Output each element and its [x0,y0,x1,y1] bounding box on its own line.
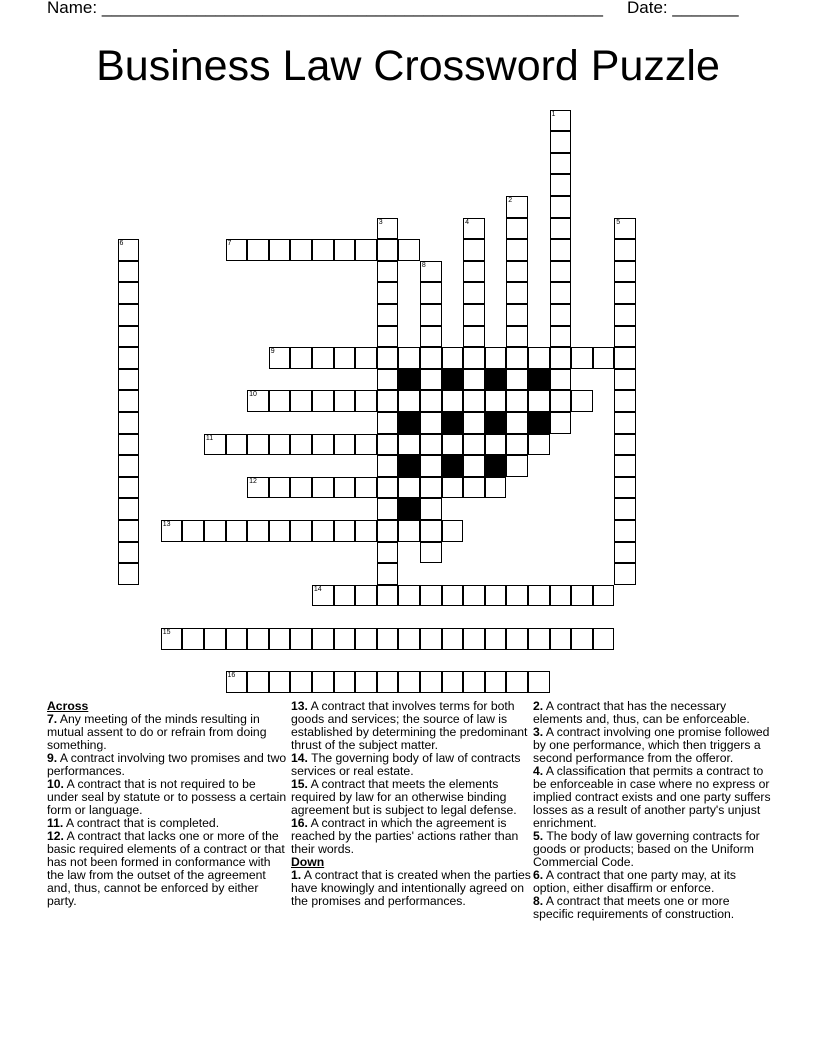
grid-cell[interactable] [334,520,356,542]
grid-cell[interactable] [377,455,399,477]
grid-cell[interactable] [334,347,356,369]
grid-cell[interactable] [442,628,464,650]
grid-cell[interactable] [377,434,399,456]
grid-block [398,412,420,434]
grid-cell[interactable] [269,628,291,650]
grid-cell[interactable] [269,671,291,693]
clue-across-10: 10. A contract that is not required to be under seal by statute or to possess a certain form or language. [47,777,287,817]
grid-cell[interactable] [614,477,636,499]
grid-cell[interactable] [118,369,140,391]
grid-cell[interactable] [528,434,550,456]
date-label: Date: [627,0,668,17]
clues-column-3 [533,700,773,921]
clue-number: 6 [119,240,124,248]
grid-cell[interactable] [377,542,399,564]
grid-cell[interactable] [463,326,485,348]
grid-cell[interactable] [161,520,183,542]
grid-cell[interactable] [485,434,507,456]
grid-cell[interactable] [420,390,442,412]
grid-cell[interactable] [550,369,572,391]
grid-cell[interactable] [614,282,636,304]
grid-cell[interactable] [442,390,464,412]
grid-cell[interactable] [442,520,464,542]
grid-cell[interactable] [398,671,420,693]
grid-cell[interactable] [442,585,464,607]
grid-cell[interactable] [398,239,420,261]
grid-cell[interactable] [312,239,334,261]
grid-block [528,412,550,434]
grid-cell[interactable] [118,498,140,520]
grid-cell[interactable] [463,628,485,650]
clue-across-7: 7. Any meeting of the minds resulting in mutual assent to do or refrain from doing something. [47,712,267,752]
grid-cell[interactable] [312,585,334,607]
grid-cell[interactable] [269,434,291,456]
grid-cell[interactable] [593,585,615,607]
grid-cell[interactable] [550,239,572,261]
grid-cell[interactable] [463,434,485,456]
name-line[interactable]: _____________________________________________________ [101,0,603,17]
grid-cell[interactable] [463,477,485,499]
clue-across-11: 11. A contract that is completed. [47,816,220,830]
grid-cell[interactable] [463,239,485,261]
grid-cell[interactable] [593,628,615,650]
grid-cell[interactable] [614,498,636,520]
grid-cell[interactable] [463,282,485,304]
grid-cell[interactable] [334,239,356,261]
grid-cell[interactable] [506,628,528,650]
clue-down-5: 5. The body of law governing contracts for goods or products; based on the Uniform Commercial Code. [533,829,760,869]
grid-cell[interactable] [420,412,442,434]
grid-cell[interactable] [226,671,248,693]
date-line[interactable]: _______ [672,0,739,17]
grid-cell[interactable] [290,434,312,456]
grid-cell[interactable] [355,520,377,542]
grid-cell[interactable] [377,628,399,650]
grid-cell[interactable] [290,671,312,693]
grid-cell[interactable] [571,390,593,412]
grid-cell[interactable] [442,671,464,693]
grid-cell[interactable] [204,434,226,456]
grid-cell[interactable] [550,390,572,412]
grid-cell[interactable] [269,520,291,542]
grid-cell[interactable] [247,239,269,261]
grid-cell[interactable] [290,477,312,499]
grid-cell[interactable] [506,304,528,326]
grid-cell[interactable] [398,434,420,456]
grid-cell[interactable] [334,585,356,607]
grid-cell[interactable] [334,434,356,456]
clue-number: 2 [508,196,513,204]
grid-cell[interactable] [118,239,140,261]
grid-cell[interactable] [550,326,572,348]
grid-cell[interactable] [506,347,528,369]
grid-cell[interactable] [226,520,248,542]
grid-cell[interactable] [204,628,226,650]
grid-cell[interactable] [506,455,528,477]
grid-cell[interactable] [290,239,312,261]
grid-cell[interactable] [614,434,636,456]
grid-cell[interactable] [377,218,399,240]
grid-cell[interactable] [550,218,572,240]
grid-cell[interactable] [506,671,528,693]
grid-cell[interactable] [463,412,485,434]
grid-cell[interactable] [420,542,442,564]
grid-cell[interactable] [614,218,636,240]
grid-cell[interactable] [398,628,420,650]
grid-cell[interactable] [463,304,485,326]
grid-cell[interactable] [550,585,572,607]
grid-cell[interactable] [377,369,399,391]
grid-cell[interactable] [377,477,399,499]
grid-cell[interactable] [269,477,291,499]
grid-cell[interactable] [420,304,442,326]
clue-number: 11 [205,434,214,442]
grid-cell[interactable] [463,369,485,391]
clue-across-16: 16. A contract in which the agreement is reached by the parties' actions rather than their words. [291,816,519,856]
grid-cell[interactable] [269,347,291,369]
clue-number: 3 [378,218,383,226]
clue-across-15: 15. A contract that meets the elements required by law for an otherwise binding agreement but is subject to legal defense. [291,777,517,817]
grid-cell[interactable] [463,390,485,412]
grid-cell[interactable] [377,498,399,520]
grid-cell[interactable] [420,326,442,348]
grid-cell[interactable] [614,261,636,283]
grid-block [398,498,420,520]
grid-cell[interactable] [550,412,572,434]
grid-cell[interactable] [118,434,140,456]
clue-down-2: 2. A contract that has the necessary elements and, thus, can be enforceable. [533,699,750,726]
grid-block [442,455,464,477]
grid-cell[interactable] [398,347,420,369]
grid-cell[interactable] [118,304,140,326]
clue-down-3: 3. A contract involving one promise followed by one performance, which then triggers a second performance from the offeror. [533,725,770,765]
grid-cell[interactable] [420,671,442,693]
clue-down-4: 4. A classification that permits a contract to be enforceable in case where no express or implied contract exists and one party suffers losses as a result of another party's unjust enrichment. [533,764,771,830]
grid-cell[interactable] [247,477,269,499]
grid-cell[interactable] [571,585,593,607]
grid-cell[interactable] [269,390,291,412]
grid-cell[interactable] [161,628,183,650]
grid-cell[interactable] [377,390,399,412]
grid-cell[interactable] [182,520,204,542]
grid-cell[interactable] [377,261,399,283]
grid-cell[interactable] [506,434,528,456]
clue-across-14: 14. The governing body of law of contracts services or real estate. [291,751,521,778]
grid-cell[interactable] [290,347,312,369]
grid-cell[interactable] [420,477,442,499]
grid-cell[interactable] [506,326,528,348]
grid-cell[interactable] [118,261,140,283]
grid-cell[interactable] [420,520,442,542]
clue-across-9: 9. A contract involving two promises and two performances. [47,751,287,778]
grid-cell[interactable] [506,218,528,240]
grid-cell[interactable] [355,477,377,499]
grid-cell[interactable] [118,477,140,499]
grid-cell[interactable] [118,412,140,434]
grid-cell[interactable] [463,455,485,477]
grid-cell[interactable] [506,412,528,434]
grid-cell[interactable] [550,261,572,283]
grid-cell[interactable] [334,671,356,693]
grid-cell[interactable] [312,347,334,369]
grid-cell[interactable] [312,477,334,499]
grid-cell[interactable] [463,347,485,369]
grid-block [485,455,507,477]
grid-cell[interactable] [247,520,269,542]
page-title: Business Law Crossword Puzzle [96,42,720,90]
grid-cell[interactable] [614,369,636,391]
grid-cell[interactable] [377,520,399,542]
grid-block [442,369,464,391]
grid-block [485,412,507,434]
name-label: Name: [47,0,98,17]
grid-cell[interactable] [550,131,572,153]
grid-cell[interactable] [377,326,399,348]
grid-cell[interactable] [355,671,377,693]
grid-cell[interactable] [312,520,334,542]
grid-cell[interactable] [506,282,528,304]
grid-cell[interactable] [420,261,442,283]
down-heading: Down [291,855,325,869]
grid-cell[interactable] [550,153,572,175]
grid-cell[interactable] [593,347,615,369]
grid-cell[interactable] [442,434,464,456]
grid-cell[interactable] [118,347,140,369]
grid-cell[interactable] [614,542,636,564]
grid-cell[interactable] [377,563,399,585]
grid-cell[interactable] [463,585,485,607]
grid-cell[interactable] [247,434,269,456]
grid-block [442,412,464,434]
grid-cell[interactable] [614,304,636,326]
grid-cell[interactable] [550,174,572,196]
grid-cell[interactable] [506,585,528,607]
grid-cell[interactable] [334,477,356,499]
grid-cell[interactable] [550,196,572,218]
grid-cell[interactable] [550,628,572,650]
clue-number: 15 [162,628,171,636]
clue-down-6: 6. A contract that one party may, at its option, either disaffirm or enforce. [533,868,737,895]
grid-cell[interactable] [463,671,485,693]
grid-cell[interactable] [355,390,377,412]
clues-column-2 [291,700,531,908]
grid-cell[interactable] [355,239,377,261]
clue-down-8: 8. A contract that meets one or more specific requirements of construction. [533,894,735,921]
grid-cell[interactable] [355,347,377,369]
clues-column-1 [47,700,287,908]
clue-number: 5 [616,218,621,226]
grid-cell[interactable] [118,455,140,477]
grid-cell[interactable] [420,282,442,304]
clue-number: 9 [270,348,275,356]
grid-cell[interactable] [506,390,528,412]
grid-cell[interactable] [118,520,140,542]
grid-cell[interactable] [420,585,442,607]
grid-block [398,455,420,477]
grid-cell[interactable] [420,498,442,520]
grid-cell[interactable] [398,520,420,542]
clue-number: 7 [227,240,232,248]
clue-number: 4 [465,218,469,226]
clue-number: 8 [421,261,426,269]
grid-cell[interactable] [550,347,572,369]
grid-cell[interactable] [312,434,334,456]
grid-cell[interactable] [377,282,399,304]
grid-cell[interactable] [571,628,593,650]
grid-cell[interactable] [614,326,636,348]
across-heading: Across [47,699,89,713]
grid-cell[interactable] [247,671,269,693]
grid-cell[interactable] [226,628,248,650]
clue-number: 12 [249,477,257,485]
grid-cell[interactable] [528,347,550,369]
clue-number: 16 [227,672,236,680]
grid-block [528,369,550,391]
grid-cell[interactable] [398,585,420,607]
grid-cell[interactable] [528,671,550,693]
grid-cell[interactable] [355,585,377,607]
grid-cell[interactable] [377,412,399,434]
grid-block [485,369,507,391]
grid-cell[interactable] [269,239,291,261]
grid-cell[interactable] [485,477,507,499]
grid-block [398,369,420,391]
grid-cell[interactable] [377,304,399,326]
grid-cell[interactable] [463,218,485,240]
grid-cell[interactable] [485,390,507,412]
grid-cell[interactable] [377,585,399,607]
grid-cell[interactable] [355,434,377,456]
grid-cell[interactable] [506,196,528,218]
grid-cell[interactable] [420,628,442,650]
grid-cell[interactable] [334,390,356,412]
grid-cell[interactable] [463,261,485,283]
grid-cell[interactable] [528,390,550,412]
grid-cell[interactable] [204,520,226,542]
grid-cell[interactable] [506,369,528,391]
clue-across-12: 12. A contract that lacks one or more of the basic required elements of a contract or that has not been formed in conformance with the law from the outset of the agreement and, thus, cannot be enforced by either party. [47,829,285,908]
grid-cell[interactable] [377,239,399,261]
grid-cell[interactable] [550,304,572,326]
grid-cell[interactable] [485,585,507,607]
grid-cell[interactable] [614,455,636,477]
grid-cell[interactable] [528,585,550,607]
grid-cell[interactable] [290,520,312,542]
grid-cell[interactable] [290,390,312,412]
grid-cell[interactable] [312,671,334,693]
grid-cell[interactable] [614,347,636,369]
clue-number: 1 [551,110,556,118]
grid-cell[interactable] [312,628,334,650]
grid-cell[interactable] [614,412,636,434]
grid-cell[interactable] [247,628,269,650]
grid-cell[interactable] [118,563,140,585]
grid-cell[interactable] [398,390,420,412]
grid-cell[interactable] [247,390,269,412]
grid-cell[interactable] [377,347,399,369]
grid-cell[interactable] [506,261,528,283]
grid-cell[interactable] [614,563,636,585]
clue-number: 13 [162,520,171,528]
clue-number: 10 [249,391,257,399]
grid-cell[interactable] [528,628,550,650]
grid-cell[interactable] [614,239,636,261]
grid-cell[interactable] [506,239,528,261]
grid-cell[interactable] [550,282,572,304]
clue-across-13: 13. A contract that involves terms for both goods and services; the source of law is established by determining the predominant thrust of the subject matter. [291,699,528,752]
grid-cell[interactable] [226,434,248,456]
grid-cell[interactable] [420,347,442,369]
grid-cell[interactable] [442,347,464,369]
grid-cell[interactable] [182,628,204,650]
clue-number: 14 [313,585,322,593]
grid-cell[interactable] [485,671,507,693]
grid-cell[interactable] [485,628,507,650]
clue-down-1: 1. A contract that is created when the parties have knowingly and intentionally agreed on the promises and performances. [291,868,531,908]
grid-cell[interactable] [226,239,248,261]
grid-cell[interactable] [550,110,572,132]
grid-cell[interactable] [334,628,356,650]
grid-cell[interactable] [355,628,377,650]
grid-cell[interactable] [420,455,442,477]
grid-cell[interactable] [118,390,140,412]
grid-cell[interactable] [118,282,140,304]
grid-cell[interactable] [614,390,636,412]
grid-cell[interactable] [420,369,442,391]
grid-cell[interactable] [614,520,636,542]
grid-cell[interactable] [118,542,140,564]
grid-cell[interactable] [312,390,334,412]
grid-cell[interactable] [398,477,420,499]
grid-cell[interactable] [420,434,442,456]
grid-cell[interactable] [485,347,507,369]
grid-cell[interactable] [118,326,140,348]
grid-cell[interactable] [290,628,312,650]
grid-cell[interactable] [377,671,399,693]
grid-cell[interactable] [571,347,593,369]
grid-cell[interactable] [442,477,464,499]
